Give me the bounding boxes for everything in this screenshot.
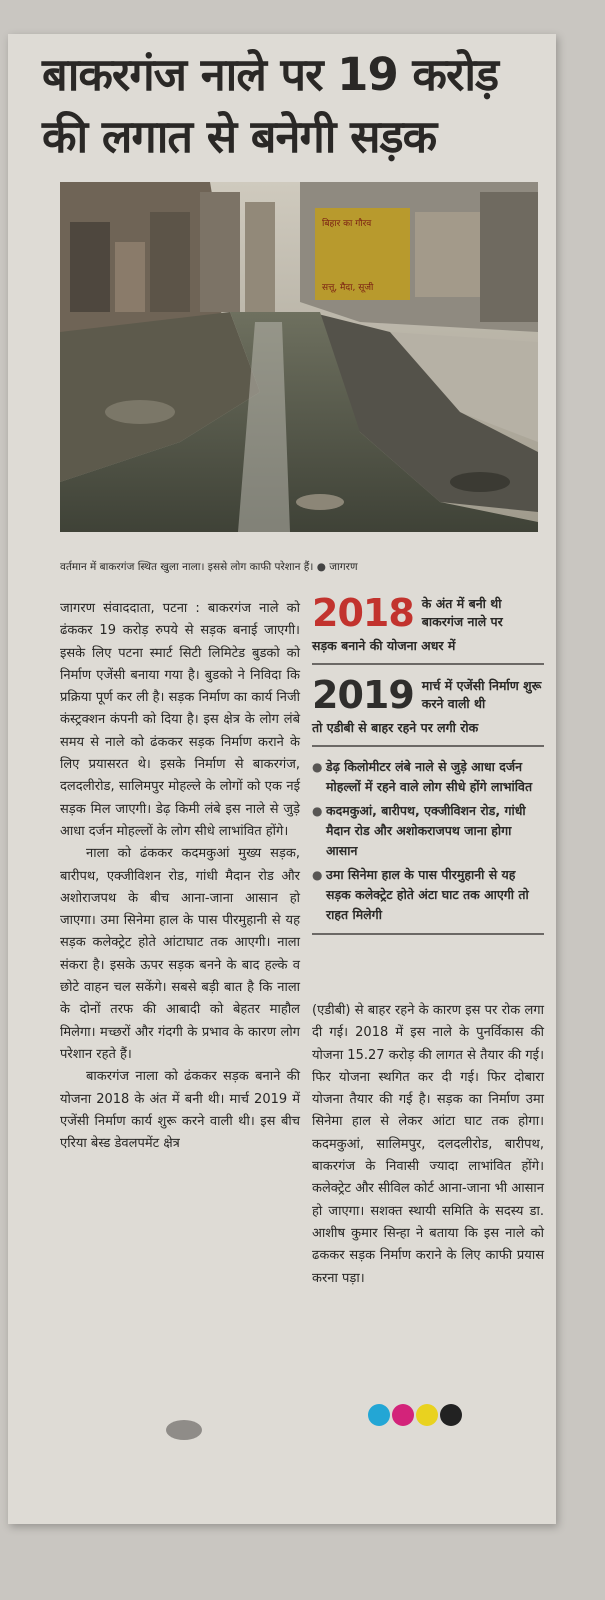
photo-credit: जागरण [329,561,358,573]
article-column-right [312,1000,544,1290]
drain-photo-illustration [60,182,538,532]
article-paragraph-1: जागरण संवाददाता, पटना : बाकरगंज नाले को ढंककर 19 करोड़ रुपये से सड़क बनाई जाएगी। इसके लिए पटना स्मार्ट सिटी लिमिटेड बुडको को निर्माण एजेंसी बनाया गया है। बुडको ने निविदा कि प्रक्रिया पूर्ण कर ली है। सड़क निर्माण का कार्य निजी कंस्ट्रक्शन कंपनी को दिया है। इस क्षेत्र के लोग लंबे समय से नाले को ढंककर सड़क निर्माण कराने के लिए प्रयासरत थे। इसके निर्माण से बाकरगंज, दलदलीरोड, सालिमपुर मोहल्ले के लोगों को एक नई सड़क मिल जाएगी। डेढ़ किमी लंबे इस नाले से जुड़े आधा दर्जन मोहल्लों के लोग सीधे लाभांवित होंगे। [60,601,300,839]
headline-line-1: बाकरगंज नाले पर 19 करोड़ [42,48,499,101]
highlight-2019-sub: तो एडीबी से बाहर रहने पर लगी रोक [312,720,479,735]
divider [312,933,544,935]
photo-caption [60,560,540,574]
caption-text: वर्तमान में बाकरगंज स्थित खुला नाला। इससे लोग काफी परेशान हैं। [60,561,314,573]
cyan-dot [368,1404,390,1426]
highlight-2019 [312,675,544,715]
bullet-text: डेढ़ किलोमीटर लंबे नाले से जुड़े आधा दर्जन मोहल्लों में रहने वाले लोग सीधे होंगे लाभांवित [326,759,533,794]
headline-line-2: की लगात से बनेगी सड़क [42,110,437,163]
black-dot [440,1404,462,1426]
highlight-2018 [312,593,544,633]
bullet-item [312,865,544,925]
bullet-dot-icon: ● [312,760,323,774]
bullet-list [312,757,544,925]
article-paragraph-2: नाला को ढंककर कदमकुआं मुख्य सड़क, बारीपथ, एक्जीविशन रोड, गांधी मैदान रोड और अशोराजपथ के बीच आना-जाना आसान हो जाएगा। उमा सिनेमा हाल के पास पीरमुहानी से यह सड़क कलेक्ट्रेट होते आंटाघाट तक आएगी। नाला संकरा है। इसके ऊपर सड़क बनने के बाद हल्के व छोटे वाहन चल सकेंगे। सबसे बड़ी बात है कि नाला के दोनों तरफ की आबादी को बेहतर माहौल मिलेगा। मच्छरों और गंदगी के प्रभाव के कारण लोग परेशान रहते हैं। [60,846,300,1062]
bullet-dot-icon: ● [312,868,323,882]
divider [312,663,544,665]
bullet-item [312,757,544,797]
article-paragraph-4: (एडीबी) से बाहर रहने के कारण इस पर रोक लगा दी गई। 2018 में इस नाले के पुनर्विकास की योजना 15.27 करोड़ की लागत से तैयार की गई। फिर योजना स्थगित कर दी गई। फिर दोबारा योजना तैयार की गई है। सड़क का निर्माण उमा सिनेमा हाल से लेकर आंटा घाट तक होगा। कदमकुआं, सालिमपुर, दलदलीरोड, बारीपथ, बाकरगंज के निवासी ज्यादा लाभांवित होंगे। कलेक्ट्रेट और सीविल कोर्ट आना-जाना भी आसान हो जाएगा। सशक्त स्थायी समिति के सदस्य डा. आशीष कुमार सिन्हा ने बताया कि इस नाले को ढककर सड़क निर्माण कराने के लिए काफी प्रयास करना पड़ा। [312,1003,544,1286]
bullet-text: कदमकुआं, बारीपथ, एक्जीविशन रोड, गांधी मैदान रोड और अशोकराजपथ जाना होगा आसान [326,803,526,858]
sign-text-2: सत्तू, मैदा, सूजी [322,283,374,293]
print-mark-oval [166,1420,202,1440]
sidebar-highlights [312,593,544,945]
highlight-2018-text: के अंत में बनी थी बाकरगंज नाले पर [421,596,503,629]
sign-text-1: बिहार का गौरव [322,219,372,229]
bullet-text: उमा सिनेमा हाल के पास पीरमुहानी से यह सड़क कलेक्ट्रेट होते अंटा घाट तक आएगी तो राहत मिलेगी [326,867,529,922]
credit-dot-icon: ● [316,561,326,573]
highlight-2018-sub: सड़क बनाने की योजना अधर में [312,638,456,653]
year-2019: 2019 [312,673,414,717]
year-2018: 2018 [312,591,414,635]
bullet-item [312,801,544,861]
headline [42,44,542,168]
highlight-2019-text: मार्च में एजेंसी निर्माण शुरू करने वाली थी [421,678,542,711]
magenta-dot [392,1404,414,1426]
news-photo [60,182,538,532]
divider [312,745,544,747]
article-column-left [60,598,300,1155]
bullet-dot-icon: ● [312,804,323,818]
yellow-dot [416,1404,438,1426]
print-registration-marks [368,1404,462,1426]
article-paragraph-3: बाकरगंज नाला को ढंककर सड़क बनाने की योजना 2018 के अंत में बनी थी। मार्च 2019 में एजेंसी निर्माण कार्य शुरू करने वाली थी। इस बीच एरिया बेस्ड डेवलपमेंट क्षेत्र [60,1069,300,1152]
